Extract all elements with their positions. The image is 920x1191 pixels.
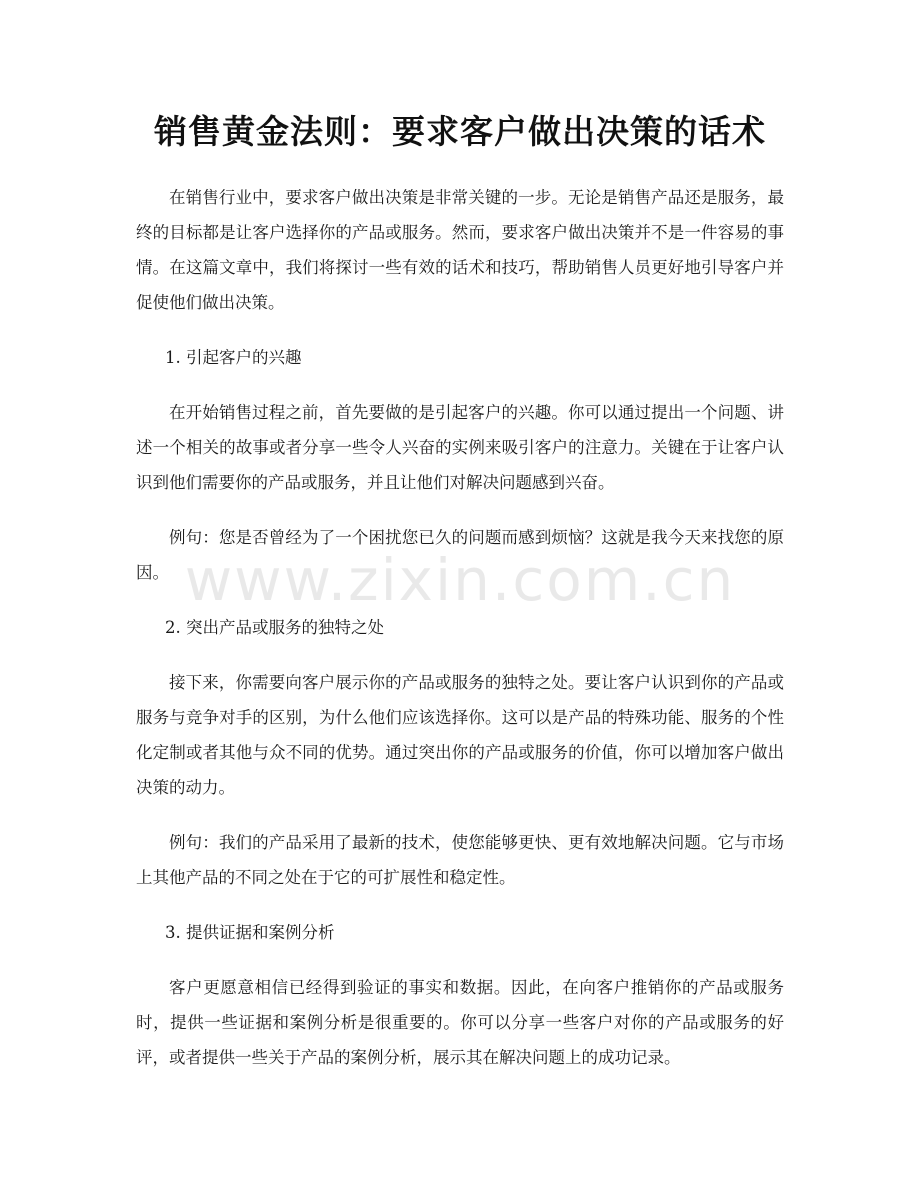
section-heading-1: 1. 引起客户的兴趣: [165, 348, 302, 367]
intro-paragraph: 在销售行业中，要求客户做出决策是非常关键的一步。无论是销售产品还是服务，最终的目标都是让客户选择你的产品或服务。然而，要求客户做出决策并不是一件容易的事情。在这篇文章中，我们将探讨一些有效的话术和技巧，帮助销售人员更好地引导客户并促使他们做出决策。: [136, 188, 784, 312]
watermark: www.zixin.com.cn: [184, 546, 736, 614]
section-body-1: 在开始销售过程之前，首先要做的是引起客户的兴趣。你可以通过提出一个问题、讲述一个相关的故事或者分享一些令人兴奋的实例来吸引客户的注意力。关键在于让客户认识到他们需要你的产品或服务，并且让他们对解决问题感到兴奋。: [136, 403, 784, 492]
section-heading-3: 3. 提供证据和案例分析: [165, 923, 335, 942]
section-heading-2: 2. 突出产品或服务的独特之处: [165, 618, 384, 637]
section-body-2: 接下来，你需要向客户展示你的产品或服务的独特之处。要让客户认识到你的产品或服务与竞争对手的区别，为什么他们应该选择你。这可以是产品的特殊功能、服务的个性化定制或者其他与众不同的优势。通过突出你的产品或服务的价值，你可以增加客户做出决策的动力。: [136, 673, 784, 797]
document-title: 销售黄金法则：要求客户做出决策的话术: [154, 112, 766, 151]
section-body-3: 客户更愿意相信已经得到验证的事实和数据。因此，在向客户推销你的产品或服务时，提供一些证据和案例分析是很重要的。你可以分享一些客户对你的产品或服务的好评，或者提供一些关于产品的案例分析，展示其在解决问题上的成功记录。: [136, 978, 784, 1067]
section-example-2: 例句：我们的产品采用了最新的技术，使您能够更快、更有效地解决问题。它与市场上其他产品的不同之处在于它的可扩展性和稳定性。: [136, 833, 784, 887]
section-example-1: 例句：您是否曾经为了一个困扰您已久的问题而感到烦恼？这就是我今天来找您的原因。: [136, 528, 784, 582]
document-body: [136, 180, 784, 1095]
